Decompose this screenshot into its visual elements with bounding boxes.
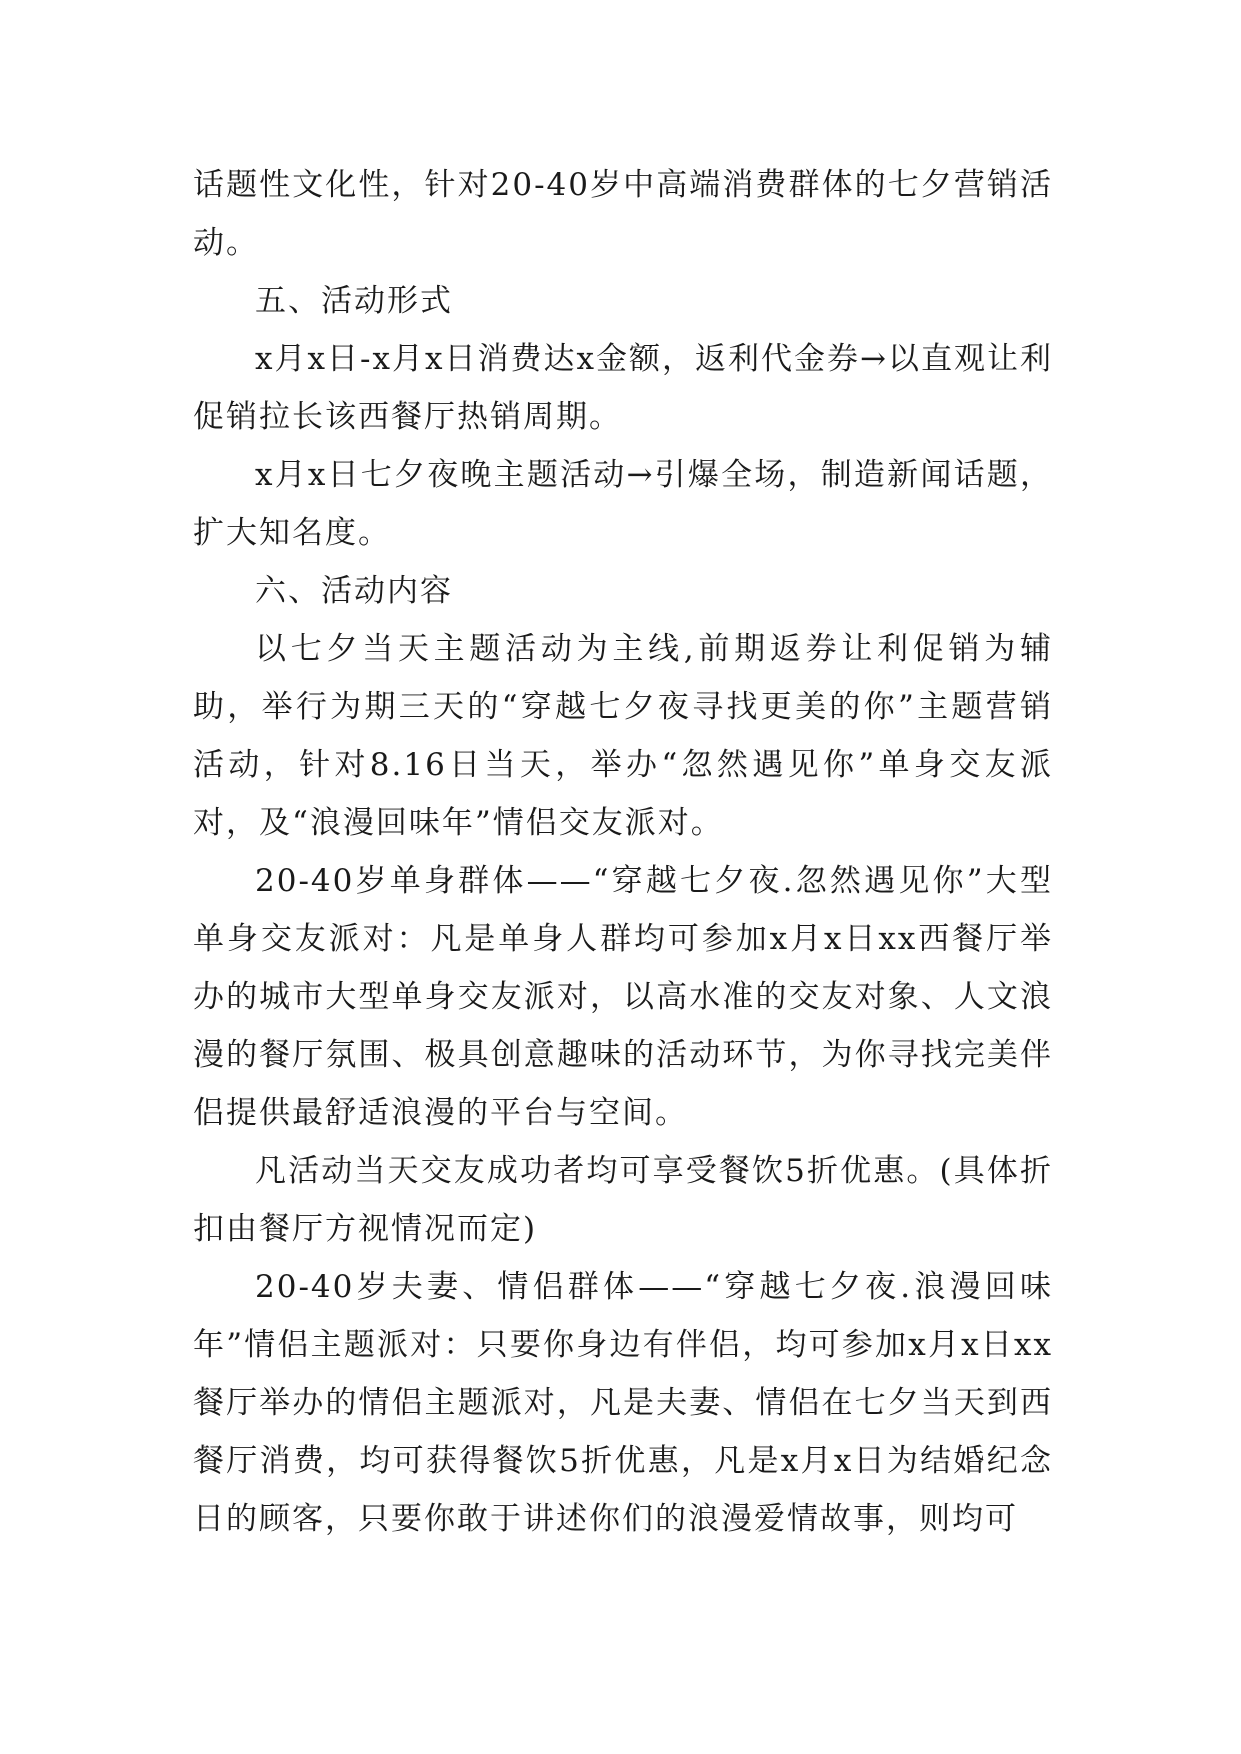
paragraph-discount-note: 凡活动当天交友成功者均可享受餐饮5折优惠。(具体折扣由餐厅方视情况而定) bbox=[193, 1153, 1053, 1247]
section-heading-activity-form: 五、活动形式 bbox=[255, 283, 453, 319]
document-body bbox=[193, 156, 1053, 1548]
paragraph-voucher-promotion: x月x日-x月x日消费达x金额，返利代金券→以直观让利促销拉长该西餐厅热销周期。 bbox=[193, 341, 1053, 435]
paragraph-target-audience: 话题性文化性，针对20-40岁中高端消费群体的七夕营销活动。 bbox=[193, 167, 1053, 261]
paragraph-main-theme: 以七夕当天主题活动为主线,前期返券让利促销为辅助，举行为期三天的“穿越七夕夜寻找更美的你”主题营销活动，针对8.16日当天，举办“忽然遇见你”单身交友派对，及“浪漫回味年”情侣交友派对。 bbox=[193, 631, 1053, 841]
paragraph-singles-party: 20-40岁单身群体——“穿越七夕夜.忽然遇见你”大型单身交友派对：凡是单身人群均可参加x月x日xx西餐厅举办的城市大型单身交友派对，以高水准的交友对象、人文浪漫的餐厅氛围、极具创意趣味的活动环节，为你寻找完美伴侣提供最舒适浪漫的平台与空间。 bbox=[193, 863, 1053, 1131]
paragraph-qixi-night-event: x月x日七夕夜晚主题活动→引爆全场，制造新闻话题，扩大知名度。 bbox=[193, 457, 1053, 551]
section-heading-activity-content: 六、活动内容 bbox=[255, 573, 453, 609]
paragraph-couples-party: 20-40岁夫妻、情侣群体——“穿越七夕夜.浪漫回味年”情侣主题派对：只要你身边有伴侣，均可参加x月x日xx餐厅举办的情侣主题派对，凡是夫妻、情侣在七夕当天到西餐厅消费，均可获得餐饮5折优惠，凡是x月x日为结婚纪念日的顾客，只要你敢于讲述你们的浪漫爱情故事，则均可 bbox=[193, 1269, 1053, 1537]
